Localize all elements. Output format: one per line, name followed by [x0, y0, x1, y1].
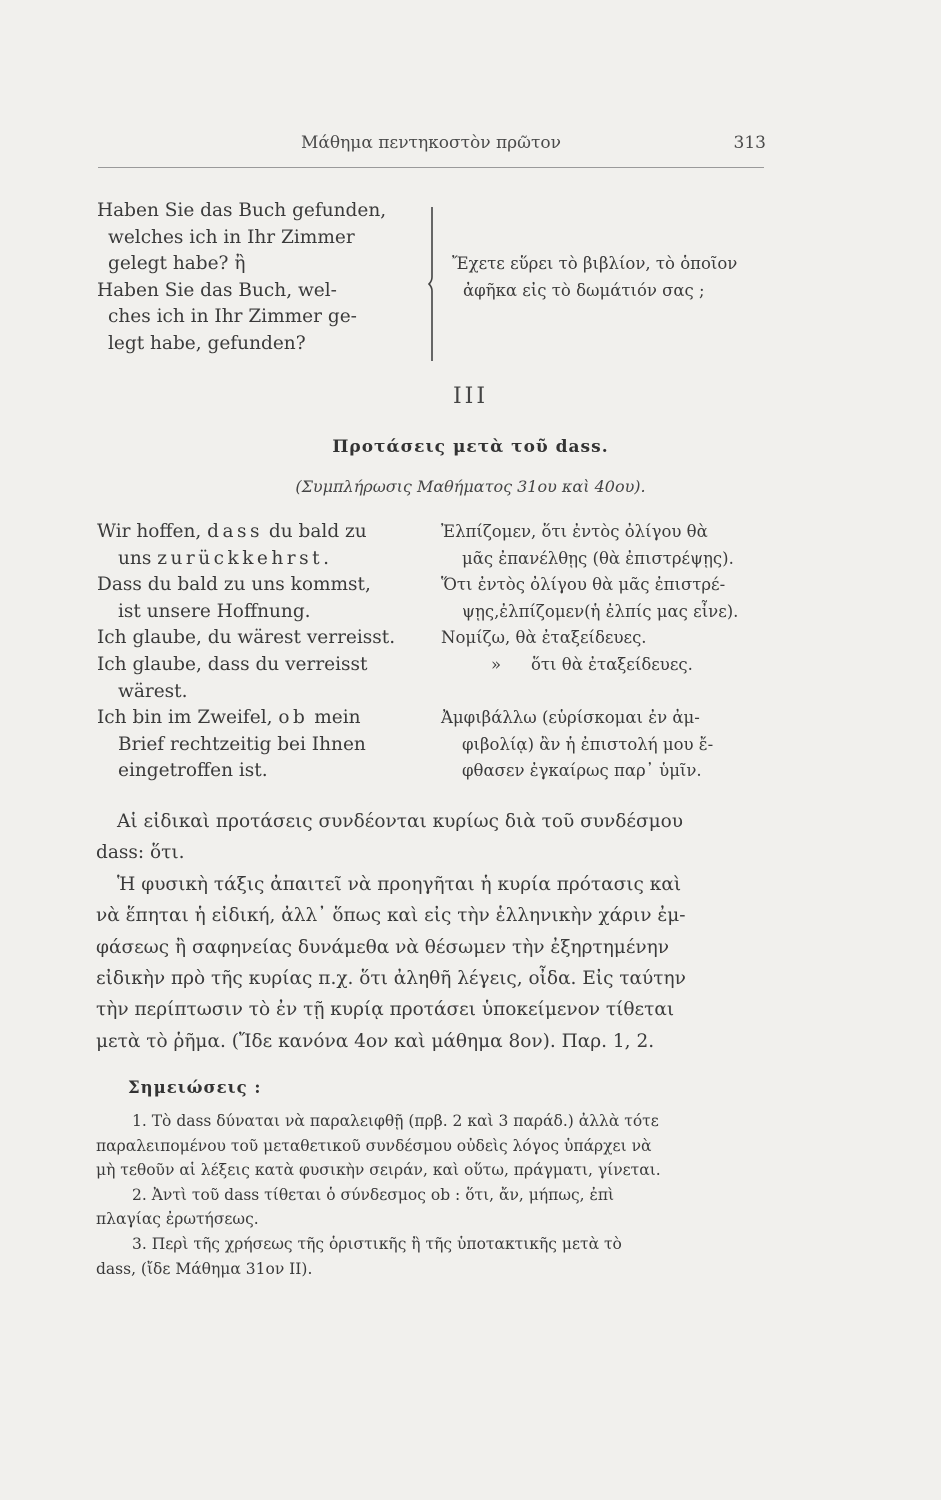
- example-top-greek: [452, 251, 737, 304]
- text: Wir hoffen,: [97, 521, 208, 542]
- page-number: 313: [733, 133, 766, 153]
- line: eingetroffen ist.: [118, 760, 268, 782]
- line: dass: ὅτι.: [96, 842, 185, 864]
- examples-greek: [441, 519, 738, 785]
- note-line: 3. Περὶ τῆς χρήσεως τῆς ὁριστικῆς ἢ τῆς ὑποτακτικῆς μετὰ τὸ: [132, 1234, 622, 1253]
- line: ches ich in Ihr Zimmer ge-: [108, 306, 357, 328]
- ditto-mark: »: [490, 654, 502, 674]
- line: ist unsere Hoffnung.: [118, 600, 311, 622]
- note-line: μὴ τεθοῦν αἱ λέξεις κατὰ φυσικὴν σειράν, καὶ οὕτω, πράγματι, γίνεται.: [96, 1161, 661, 1180]
- text: uns: [118, 547, 158, 569]
- line: [441, 652, 738, 679]
- notes-heading: Σημειώσεις :: [128, 1078, 262, 1097]
- section-number: III: [452, 384, 489, 409]
- note-line: πλαγίας ἐρωτήσεως.: [96, 1210, 259, 1229]
- blank-line: [441, 679, 738, 706]
- line: welches ich in Ihr Zimmer: [108, 226, 355, 248]
- line: Ἡ φυσικὴ τάξις ἀπαιτεῖ νὰ προηγῆται ἡ κυρία πρότασις καὶ: [117, 873, 682, 895]
- note-line: παραλειπομένου τοῦ μεταθετικοῦ συνδέσμου οὐδεὶς λόγος ὑπάρχει νὰ: [96, 1136, 652, 1155]
- brace-icon: [428, 205, 442, 363]
- line: νὰ ἕπηται ἡ εἰδική, ἀλλ᾽ ὅπως καὶ εἰς τὴν ἑλληνικὴν χάριν ἐμ-: [96, 905, 686, 927]
- header-title: Μάθημα πεντηκοστὸν πρῶτον: [301, 133, 561, 153]
- line: Ich glaube, du wärest verreisst.: [97, 627, 396, 649]
- section-title: Προτάσεις μετὰ τοῦ dass.: [332, 437, 609, 457]
- line: Brief rechtzeitig bei Ihnen: [118, 733, 366, 755]
- example-top-german: [97, 198, 386, 358]
- line: Ὅτι ἐντὸς ὀλίγου θὰ μᾶς ἐπιστρέ-: [441, 575, 726, 595]
- line: Νομίζω, θὰ ἐταξείδευες.: [441, 628, 647, 648]
- line: Haben Sie das Buch gefunden,: [97, 200, 387, 221]
- running-header: [96, 133, 766, 159]
- line: μᾶς ἐπανέλθῃς (θὰ ἐπιστρέψῃς).: [462, 548, 734, 568]
- note-line: dass, (ἴδε Μάθημα 31ον II).: [96, 1259, 313, 1278]
- line: τὴν περίπτωσιν τὸ ἐν τῇ κυρίᾳ προτάσει ὑποκείμενον τίθεται: [96, 999, 675, 1021]
- spaced-word: zurückkehrst: [157, 547, 324, 569]
- line: Ἐλπίζομεν, ὅτι ἐντὸς ὀλίγου θὰ: [441, 522, 708, 541]
- line: Dass du bald zu uns kommst,: [97, 574, 371, 596]
- line: gelegt habe? ἢ: [108, 253, 246, 275]
- explanation-paragraph: [96, 806, 771, 1057]
- line: Αἱ εἰδικαὶ προτάσεις συνδέονται κυρίως διὰ τοῦ συνδέσμου: [117, 811, 684, 832]
- line: Ich glaube, dass du verreisst: [97, 653, 368, 675]
- line: [97, 546, 395, 573]
- note-line: 1. Τὸ dass δύναται νὰ παραλειφθῇ (πρβ. 2 καὶ 3 παράδ.) ἀλλὰ τότε: [132, 1112, 659, 1130]
- line: φιβολίᾳ) ἂν ἡ ἐπιστολή μου ἔ-: [462, 734, 714, 754]
- note-line: 2. Ἀντὶ τοῦ dass τίθεται ὁ σύνδεσμος ob : ὅτι, ἄν, μήπως, ἐπὶ: [132, 1185, 615, 1204]
- line: Ἀμφιβάλλω (εὑρίσκομαι ἐν ἀμ-: [441, 708, 700, 728]
- section-subtitle: (Συμπλήρωσις Μαθήματος 31ου καὶ 40ου).: [295, 477, 646, 496]
- line: [97, 519, 395, 546]
- line: [97, 705, 395, 732]
- text: ὅτι θὰ ἐταξείδευες.: [531, 654, 693, 674]
- line: μετὰ τὸ ῥῆμα. (Ἴδε κανόνα 4ον καὶ μάθημα 8ον). Παρ. 1, 2.: [96, 1030, 655, 1052]
- line: ψῃς,ἐλπίζομεν(ἡ ἐλπίς μας εἶνε).: [462, 601, 739, 621]
- text: du bald zu: [263, 521, 367, 542]
- line: legt habe, gefunden?: [108, 332, 306, 354]
- line: Ἔχετε εὕρει τὸ βιβλίον, τὸ ὁποῖον: [452, 254, 738, 273]
- text: mein: [308, 707, 361, 729]
- text: Ich bin im Zweifel,: [97, 707, 279, 729]
- line: φθασεν ἐγκαίρως παρ᾽ ὑμῖν.: [462, 761, 702, 781]
- examples-german: [97, 519, 395, 785]
- line: εἰδικὴν πρὸ τῆς κυρίας π.χ. ὅτι ἀληθῆ λέγεις, οἶδα. Εἰς ταύτην: [96, 968, 686, 990]
- text: .: [323, 547, 329, 569]
- notes-list: [96, 1109, 771, 1281]
- header-rule: [98, 167, 764, 168]
- spaced-word: ob: [278, 707, 309, 729]
- line: ἀφῆκα εἰς τὸ δωμάτιόν σας ;: [463, 280, 705, 300]
- spaced-word: dass: [207, 521, 264, 542]
- line: wärest.: [118, 680, 188, 702]
- line: Haben Sie das Buch, wel-: [97, 279, 337, 301]
- line: φάσεως ἢ σαφηνείας δυνάμεθα νὰ θέσωμεν τὴν ἐξηρτημένην: [96, 936, 669, 958]
